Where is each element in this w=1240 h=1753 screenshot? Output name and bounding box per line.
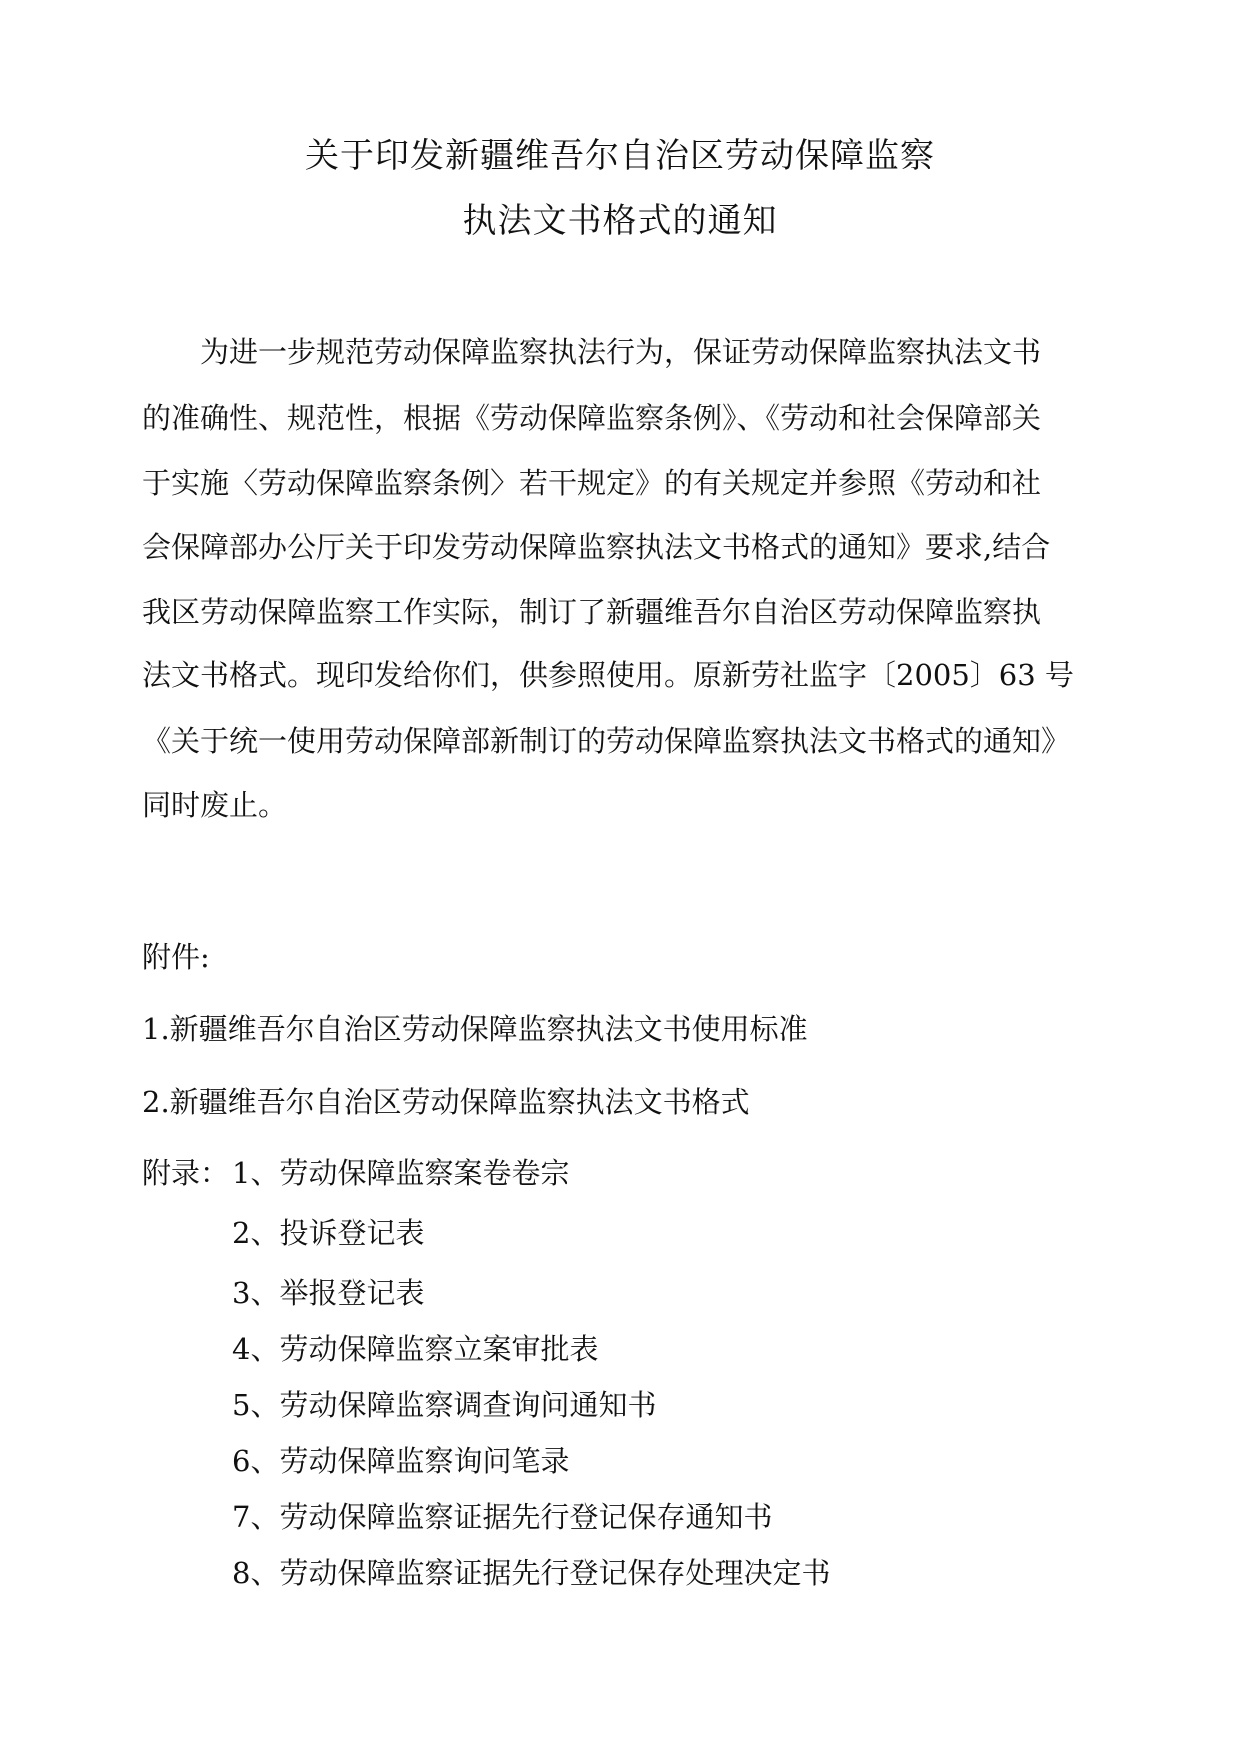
appendix-item: 5、劳动保障监察调查询问通知书 bbox=[232, 1388, 657, 1422]
attachments-label: 附件: bbox=[142, 940, 210, 974]
appendix-item: 7、劳动保障监察证据先行登记保存通知书 bbox=[232, 1500, 773, 1534]
paragraph-line: 我区劳动保障监察工作实际，制订了新疆维吾尔自治区劳动保障监察执 bbox=[142, 595, 1042, 629]
appendix-item: 2、投诉登记表 bbox=[232, 1216, 425, 1250]
paragraph-line: 为进一步规范劳动保障监察执法行为，保证劳动保障监察执法文书 bbox=[142, 335, 1042, 369]
paragraph-line: 的准确性、规范性，根据《劳动保障监察条例》、《劳动和社会保障部关 bbox=[142, 401, 1042, 435]
paragraph-line: 法文书格式。现印发给你们，供参照使用。原新劳社监字〔2005〕63 号 bbox=[142, 658, 1074, 692]
attachment-item: 2.新疆维吾尔自治区劳动保障监察执法文书格式 bbox=[142, 1085, 750, 1119]
appendix-item: 6、劳动保障监察询问笔录 bbox=[232, 1444, 570, 1478]
paragraph-line: 于实施〈劳动保障监察条例〉若干规定》的有关规定并参照《劳动和社 bbox=[142, 466, 1042, 500]
paragraph-line: 同时废止。 bbox=[142, 788, 288, 822]
appendix-item: 3、举报登记表 bbox=[232, 1276, 425, 1310]
document-title-line-2: 执法文书格式的通知 bbox=[462, 201, 778, 241]
paragraph-line: 会保障部办公厅关于印发劳动保障监察执法文书格式的通知》要求,结合 bbox=[142, 530, 1051, 564]
paragraph-line: 《关于统一使用劳动保障部新制订的劳动保障监察执法文书格式的通知》 bbox=[142, 724, 1071, 758]
attachment-item: 1.新疆维吾尔自治区劳动保障监察执法文书使用标准 bbox=[142, 1012, 808, 1046]
document-title-line-1: 关于印发新疆维吾尔自治区劳动保障监察 bbox=[305, 136, 935, 176]
appendix-item: 4、劳动保障监察立案审批表 bbox=[232, 1332, 599, 1366]
appendix-label: 附录： bbox=[142, 1156, 230, 1190]
appendix-item: 1、劳动保障监察案卷卷宗 bbox=[232, 1156, 570, 1190]
appendix-item: 8、劳动保障监察证据先行登记保存处理决定书 bbox=[232, 1556, 831, 1590]
